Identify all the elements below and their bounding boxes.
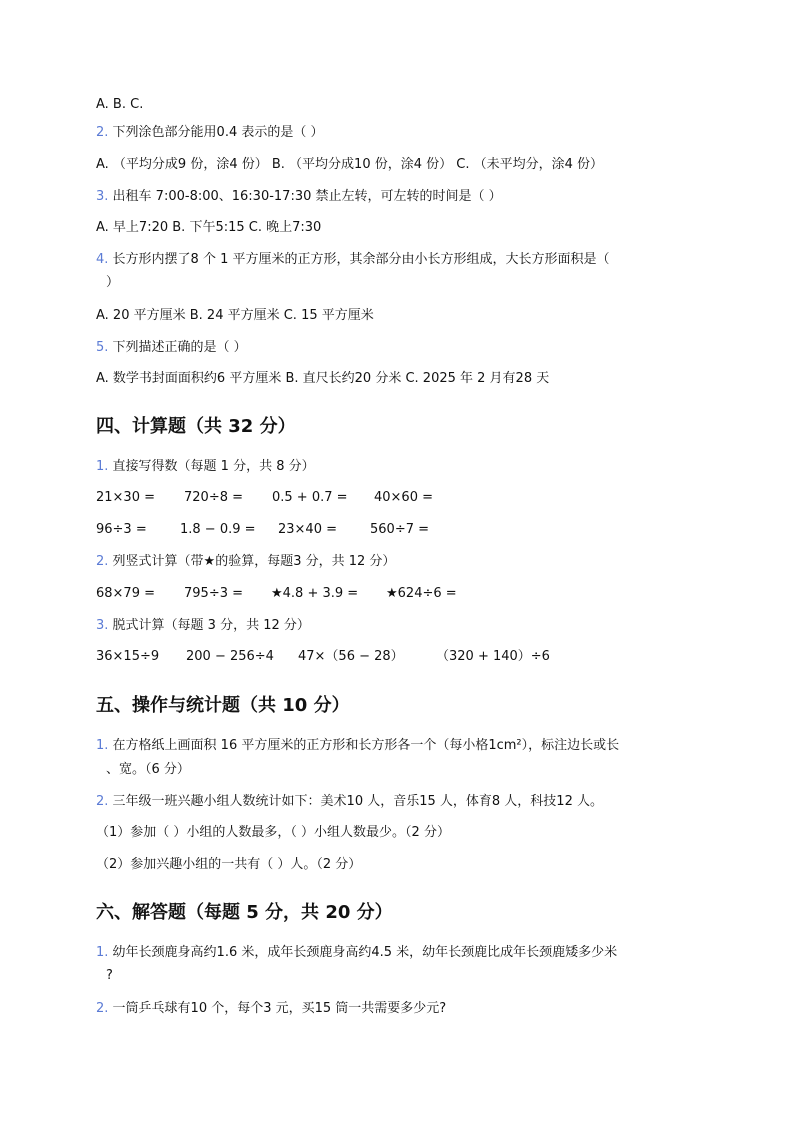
calc-item: 40×60 = — [374, 490, 434, 505]
question-number: 2. — [96, 125, 109, 140]
question-number: 3. — [96, 189, 109, 204]
question-number: 4. — [96, 252, 109, 267]
question-text: 出租车 7:00-8:00、16:30-17:30 禁止左转，可左转的时间是（ ） — [112, 189, 502, 204]
calc-item: 200 − 256÷4 — [186, 649, 274, 664]
question-6-1 — [96, 944, 617, 962]
question-text: 长方形内摆了8 个 1 平方厘米的正方形，其余部分由小长方形组成，大长方形面积是（ — [112, 252, 610, 267]
question-3-5-options: A. 数学书封面面积约6 平方厘米 B. 直尺长约20 分米 C. 2025 年 2 月有28 天 — [96, 371, 550, 386]
question-5-2-sub-1: （1）参加（ ）小组的人数最多，（ ）小组人数最少。（2 分） — [96, 825, 450, 840]
calc-row-2 — [96, 521, 716, 539]
question-number: 2. — [96, 1001, 109, 1016]
calc-item: 47×（56 − 28） — [298, 649, 404, 664]
question-number: 3. — [96, 618, 109, 633]
options-prev-question: A. B. C. — [96, 97, 144, 112]
calc-item: （320 + 140）÷6 — [436, 649, 550, 664]
calc-item: 795÷3 = — [184, 586, 244, 601]
question-text: 直接写得数（每题 1 分，共 8 分） — [112, 459, 315, 474]
section-4-title: 四、计算题（共 32 分） — [96, 416, 296, 437]
question-number: 1. — [96, 945, 109, 960]
calc-item: 0.5 + 0.7 = — [272, 490, 348, 505]
question-3-3-options: A. 早上7:20 B. 下午5:15 C. 晚上7:30 — [96, 220, 322, 235]
question-text: 下列描述正确的是（ ） — [112, 340, 247, 355]
question-number: 1. — [96, 738, 109, 753]
question-3-2 — [96, 124, 324, 142]
calc-item: 720÷8 = — [184, 490, 244, 505]
question-5-1-continuation: 、宽。（6 分） — [106, 762, 190, 777]
calc-item: 96÷3 = — [96, 522, 147, 537]
question-3-4 — [96, 251, 610, 269]
question-text: 脱式计算（每题 3 分，共 12 分） — [112, 618, 310, 633]
question-number: 1. — [96, 459, 109, 474]
section-5-title: 五、操作与统计题（共 10 分） — [96, 695, 350, 716]
calc-item: 36×15÷9 — [96, 649, 160, 664]
question-6-2 — [96, 1000, 446, 1018]
question-3-2-options: A. （平均分成9 份，涂4 份） B. （平均分成10 份，涂4 份） C. （未平均分，涂4 份） — [96, 157, 604, 172]
question-4-3 — [96, 617, 310, 635]
calc-item: 68×79 = — [96, 586, 156, 601]
question-number: 5. — [96, 340, 109, 355]
question-text: 列竖式计算（带★的验算，每题3 分，共 12 分） — [112, 554, 396, 569]
question-text: 在方格纸上画面积 16 平方厘米的正方形和长方形各一个（每小格1cm²），标注边长或长 — [112, 738, 620, 753]
question-number: 2. — [96, 554, 109, 569]
question-text: 三年级一班兴趣小组人数统计如下：美术10 人，音乐15 人，体育8 人，科技12 人。 — [112, 794, 603, 809]
question-text: 下列涂色部分能用0.4 表示的是（ ） — [112, 125, 324, 140]
calc-item: 23×40 = — [278, 522, 338, 537]
section-6-title: 六、解答题（每题 5 分，共 20 分） — [96, 902, 393, 923]
question-text: 一筒乒乓球有10 个，每个3 元，买15 筒一共需要多少元? — [112, 1001, 447, 1016]
question-3-5 — [96, 339, 247, 357]
question-5-1 — [96, 737, 619, 755]
question-5-2 — [96, 793, 603, 811]
calc-row-4 — [96, 648, 716, 666]
calc-row-1 — [96, 489, 716, 507]
question-6-1-continuation: ? — [106, 968, 113, 983]
calc-item: 560÷7 = — [370, 522, 430, 537]
question-4-1 — [96, 458, 315, 476]
calc-item: 1.8 − 0.9 = — [180, 522, 256, 537]
question-text: 幼年长颈鹿身高约1.6 米，成年长颈鹿身高约4.5 米，幼年长颈鹿比成年长颈鹿矮多少米 — [112, 945, 618, 960]
question-number: 2. — [96, 794, 109, 809]
calc-item: ★624÷6 = — [386, 586, 457, 601]
calc-row-3 — [96, 585, 716, 603]
calc-item: 21×30 = — [96, 490, 156, 505]
question-3-4-continuation: ） — [106, 275, 120, 290]
question-3-4-options: A. 20 平方厘米 B. 24 平方厘米 C. 15 平方厘米 — [96, 308, 374, 323]
question-5-2-sub-2: （2）参加兴趣小组的一共有（ ）人。（2 分） — [96, 857, 362, 872]
question-3-3 — [96, 188, 502, 206]
calc-item: ★4.8 + 3.9 = — [271, 586, 359, 601]
question-4-2 — [96, 553, 395, 571]
